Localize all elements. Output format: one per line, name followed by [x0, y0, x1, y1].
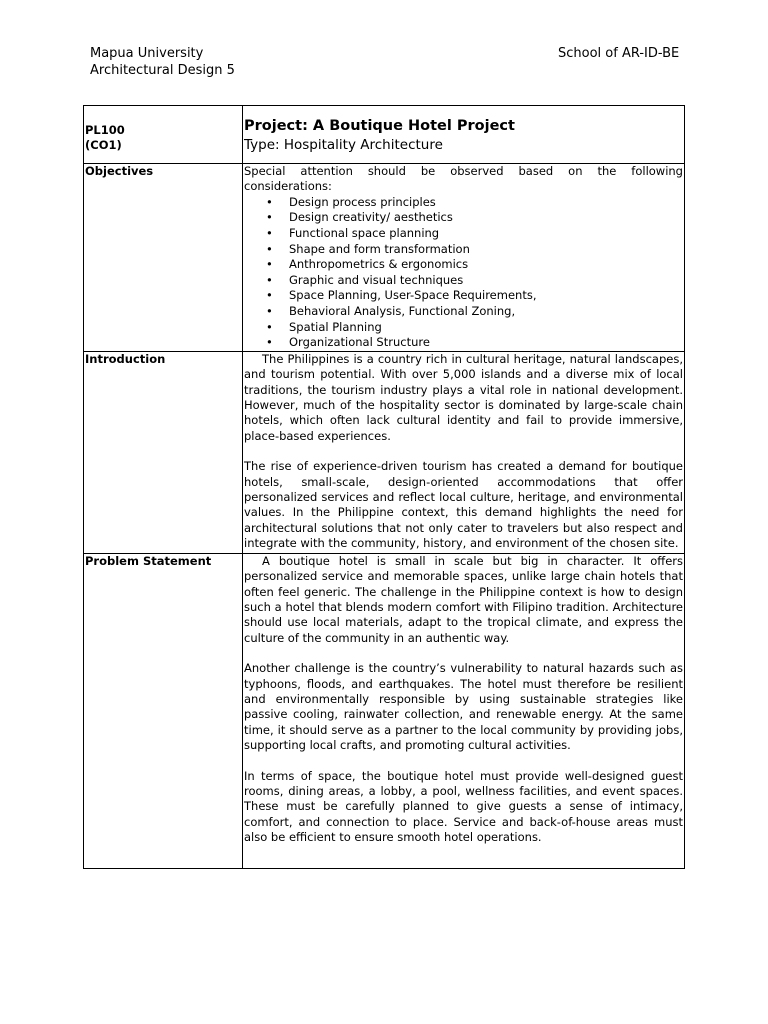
bullet-icon: •	[266, 257, 273, 272]
project-outcome: (CO1)	[85, 138, 122, 152]
objectives-intro: Special attention should be observed based on the following considerations:	[244, 164, 683, 194]
project-title: Project: A Boutique Hotel Project	[244, 118, 515, 134]
project-type: Type: Hospitality Architecture	[244, 137, 443, 153]
school-name: School of AR-ID-BE	[558, 46, 680, 61]
university-name: Mapua University	[90, 46, 204, 61]
bullet-icon: •	[266, 288, 273, 303]
introduction-paragraph: The rise of experience-driven tourism has created a demand for boutique hotels, small-scale, design-oriented accommodations that offer personalized services and reflect local culture, heritage, and environmental values. In the Philippine context, this demand highlights the need for architectural solutions that not only cater to travelers but also respect and integrate with the community, history, and environment of the chosen site.	[244, 459, 683, 551]
bullet-icon: •	[266, 210, 273, 225]
project-code: PL100	[85, 123, 125, 137]
project-brief-table	[83, 105, 685, 869]
objectives-content	[243, 164, 685, 352]
project-id-cell	[84, 106, 243, 164]
problem-paragraph: Another challenge is the country’s vulnerability to natural hazards such as typhoons, floods, and earthquakes. The hotel must therefore be resilient and environmentally responsible by using sustainable strategies like passive cooling, rainwater collection, and renewable energy. At the same time, it should serve as a partner to the local community by providing jobs, supporting local crafts, and promoting cultural activities.	[244, 661, 683, 753]
bullet-icon: •	[266, 303, 273, 318]
problem-label: Problem Statement	[84, 553, 243, 868]
list-item: • Spatial Planning	[266, 319, 382, 334]
bullet-icon: •	[266, 319, 273, 334]
list-item: • Behavioral Analysis, Functional Zoning,	[266, 303, 516, 318]
objectives-row	[84, 164, 685, 352]
problem-paragraph: A boutique hotel is small in scale but big in character. It offers personalized service and memorable spaces, unlike large chain hotels that often feel generic. The challenge in the Philippine context is how to design such a hotel that blends modern comfort with Filipino tradition. Architecture should use local materials, adapt to the tropical climate, and express the culture of the community in an authentic way.	[244, 553, 683, 645]
introduction-row	[84, 351, 685, 553]
project-title-cell	[243, 106, 685, 164]
course-name: Architectural Design 5	[90, 63, 235, 78]
introduction-paragraph: The Philippines is a country rich in cultural heritage, natural landscapes, and tourism potential. With over 5,000 islands and a diverse mix of local traditions, the tourism industry plays a vital role in national development. However, much of the hospitality sector is dominated by large-scale chain hotels, which often lack cultural identity and fail to provide immersive, place-based experiences.	[244, 351, 683, 443]
objectives-list	[244, 195, 683, 351]
title-row	[84, 106, 685, 164]
page-header-left	[90, 45, 235, 79]
bullet-icon: •	[266, 335, 273, 350]
bullet-icon: •	[266, 194, 273, 209]
list-item: • Anthropometrics & ergonomics	[266, 257, 469, 272]
bullet-icon: •	[266, 226, 273, 240]
objectives-label: Objectives	[84, 164, 243, 352]
introduction-content	[243, 351, 685, 553]
problem-row	[84, 553, 685, 868]
bullet-icon: •	[266, 241, 273, 256]
list-item: • Space Planning, User-Space Requirements,	[266, 288, 537, 303]
bullet-icon: •	[266, 272, 273, 287]
list-item: • Graphic and visual techniques	[266, 272, 464, 287]
problem-content	[243, 553, 685, 868]
problem-paragraph: In terms of space, the boutique hotel must provide well-designed guest rooms, dining areas, a lobby, a pool, wellness facilities, and event spaces. These must be carefully planned to give guests a sense of intimacy, comfort, and connection to place. Service and back-of-house areas must also be efficient to ensure smooth hotel operations.	[244, 768, 683, 845]
list-item: • Design creativity/ aesthetics	[266, 210, 453, 225]
list-item: • Shape and form transformation	[266, 241, 470, 256]
list-item: • Organizational Structure	[266, 335, 430, 350]
list-item: • Functional space planning	[266, 226, 440, 240]
list-item: • Design process principles	[266, 194, 436, 209]
introduction-label: Introduction	[84, 351, 243, 553]
